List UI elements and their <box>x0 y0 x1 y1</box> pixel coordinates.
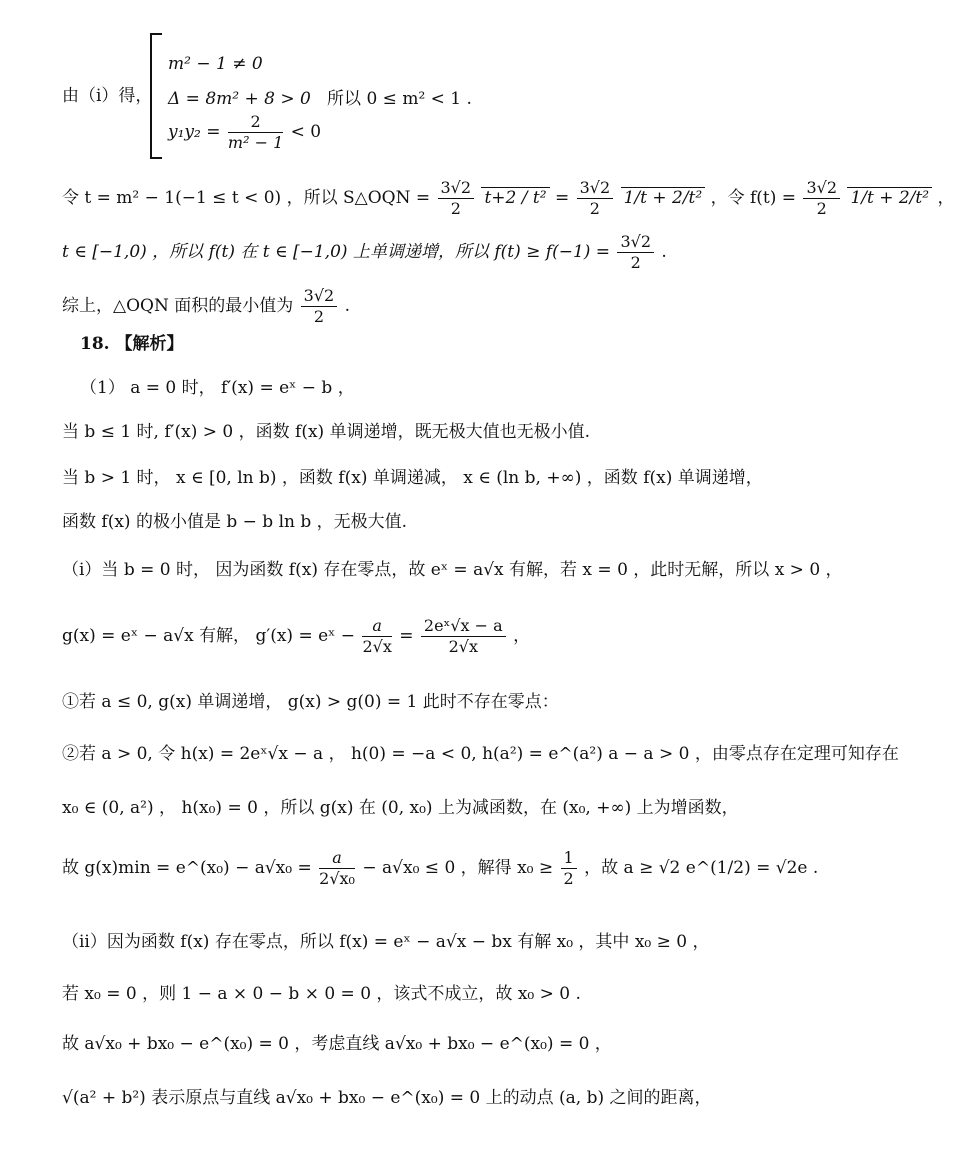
monotonic-line: t ∈ [−1,0) ，所以 f(t) 在 t ∈ [−1,0) 上单调递增，所以 f(t) ≥ f(−1) = $\frac{3√2}{2}$ . <box>62 232 667 272</box>
distance-line: √(a² + b²) 表示原点与直线 a√x₀ + bx₀ − e^(x₀) = 0 上的动点 (a, b) 之间的距离， <box>62 1088 712 1108</box>
condition-3: y₁y₂ = $\frac{2}{\text{m² − 1}}$ < 0 <box>168 112 322 152</box>
line-equation: 故 a√x₀ + bx₀ − e^(x₀) = 0 ，考虑直线 a√x₀ + bx₀ − e^(x₀) = 0 ， <box>62 1034 612 1054</box>
case-a-le-0: ①若 a ≤ 0, g(x) 单调递增， g(x) > g(0) = 1 此时不存在零点： <box>62 692 559 712</box>
part-ii-line: （ii）因为函数 f(x) 存在零点，所以 f(x) = eˣ − a√x − bx 有解 x₀ ，其中 x₀ ≥ 0 ， <box>62 932 710 952</box>
fraction: $\frac{2}{\text{m² − 1}}$ <box>227 112 284 152</box>
radical-2: 1/t + 2/t² <box>621 187 706 208</box>
zero-point-line: x₀ ∈ (0, a²) ， h(x₀) = 0 ，所以 g(x) 在 (0, x₀) 上为减函数，在 (x₀, +∞) 上为增函数， <box>62 798 739 818</box>
minimum-value-line: 函数 f(x) 的极小值是 b − b ln b ，无极大值. <box>62 512 408 532</box>
part-i-line: （i）当 b = 0 时， 因为函数 f(x) 存在零点，故 eˣ = a√x 有解，若 x = 0 ，此时无解，所以 x > 0 ， <box>62 560 843 580</box>
part-1-line: （1） a = 0 时， f′(x) = eˣ − b ， <box>80 378 355 398</box>
radical-1: t+2 / t² <box>481 187 549 208</box>
case-b-le-1: 当 b ≤ 1 时, f′(x) > 0 ，函数 f(x) 单调递增，既无极大值也无极小值. <box>62 422 590 442</box>
case-b-gt-1: 当 b > 1 时， x ∈ [0, ln b) ，函数 f(x) 单调递减， x ∈ (ln b, +∞) ，函数 f(x) 单调递增， <box>62 468 763 488</box>
condition-2: Δ = 8m² + 8 > 0 所以 0 ≤ m² < 1 . <box>168 89 472 109</box>
problem-18-heading: 18. 【解析】 <box>80 334 184 354</box>
area-expression-line: 令 t = m² − 1(−1 ≤ t < 0) ，所以 S△OQN = $\frac{3√2}{2}$ t+2 / t² = $\frac{3√2}{2}$ 1/t + 2/t² ，令 f(t) = $\frac{3√2}{2}$ 1/t + 2/t² ， <box>62 178 954 218</box>
x0-zero-case: 若 x₀ = 0 ，则 1 − a × 0 − b × 0 = 0 ，该式不成立，故 x₀ > 0 . <box>62 984 581 1004</box>
conclusion-line: 综上，△OQN 面积的最小值为 $\frac{3√2}{2}$ . <box>62 286 351 326</box>
minimum-g-line: 故 g(x)min = e^(x₀) − a√x₀ = $\frac{a}{\text{2√x₀}}$ − a√x₀ ≤ 0 ，解得 x₀ ≥ $\frac{1}{2}$ ，故 a ≥ √2 e^(1/2) = √2e . <box>62 848 819 888</box>
radical-3: 1/t + 2/t² <box>847 187 932 208</box>
case-a-gt-0: ②若 a > 0, 令 h(x) = 2eˣ√x − a ， h(0) = −a < 0, h(a²) = e^(a²) a − a > 0 ，由零点存在定理可知存在 <box>62 744 899 764</box>
system-brace <box>150 33 162 159</box>
solution-intro: 由（i）得， <box>62 86 153 106</box>
derivative-line: g(x) = eˣ − a√x 有解， g′(x) = eˣ − $\frac{a}{2√x}$ = $\frac{\text{2eˣ√x − a}}{2√x}$ ， <box>62 616 531 656</box>
condition-1: m² − 1 ≠ 0 <box>168 54 263 74</box>
